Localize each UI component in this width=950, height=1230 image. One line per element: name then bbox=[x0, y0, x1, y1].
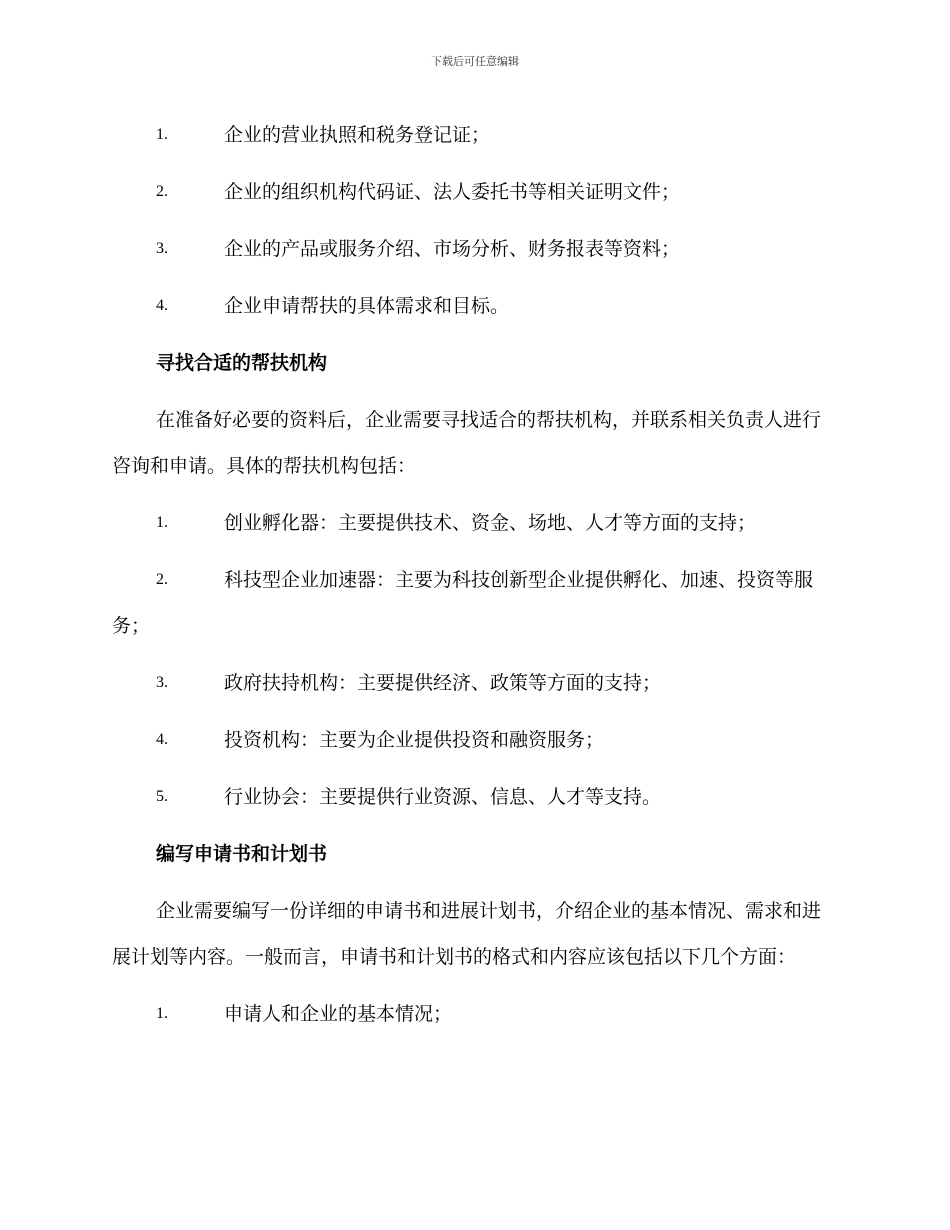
section-heading: 寻找合适的帮扶机构 bbox=[156, 352, 328, 374]
list-item bbox=[112, 283, 838, 329]
page-header: 下载后可任意编辑 bbox=[431, 55, 519, 68]
list-number: 1. bbox=[156, 126, 168, 143]
list-item bbox=[112, 112, 838, 158]
list-item bbox=[112, 991, 838, 1037]
list-text: 申请人和企业的基本情况； bbox=[224, 1003, 453, 1025]
list-number: 1. bbox=[156, 1005, 168, 1022]
body-paragraph: 企业需要编写一份详细的申请书和进展计划书，介绍企业的基本情况、需求和进展计划等内容。一般而言，申请书和计划书的格式和内容应该包括以下几个方面： bbox=[112, 900, 822, 968]
list-number: 2. bbox=[156, 183, 168, 200]
list-text: 行业协会：主要提供行业资源、信息、人才等支持。 bbox=[224, 786, 662, 808]
list-item bbox=[112, 226, 838, 272]
list-text: 企业的营业执照和税务登记证； bbox=[224, 124, 491, 146]
list-text: 企业的组织机构代码证、法人委托书等相关证明文件； bbox=[224, 181, 681, 203]
list-number: 4. bbox=[156, 731, 168, 748]
list-number: 4. bbox=[156, 297, 168, 314]
list-item bbox=[112, 557, 838, 649]
list-number: 3. bbox=[156, 674, 168, 691]
section-heading: 编写申请书和计划书 bbox=[156, 843, 328, 865]
list-number: 2. bbox=[156, 571, 168, 588]
list-text: 科技型企业加速器：主要为科技创新型企业提供孵化、加速、投资等服务； bbox=[112, 569, 814, 637]
list-item bbox=[112, 717, 838, 763]
list-number: 1. bbox=[156, 514, 168, 531]
list-text: 创业孵化器：主要提供技术、资金、场地、人才等方面的支持； bbox=[224, 512, 757, 534]
document-body bbox=[112, 112, 838, 1037]
list-item bbox=[112, 774, 838, 820]
list-item bbox=[112, 500, 838, 546]
list-text: 投资机构：主要为企业提供投资和融资服务； bbox=[224, 729, 605, 751]
list-text: 企业申请帮扶的具体需求和目标。 bbox=[224, 295, 510, 317]
body-paragraph: 在准备好必要的资料后，企业需要寻找适合的帮扶机构，并联系相关负责人进行咨询和申请。具体的帮扶机构包括： bbox=[112, 409, 822, 477]
list-text: 政府扶持机构：主要提供经济、政策等方面的支持； bbox=[224, 672, 662, 694]
list-number: 3. bbox=[156, 240, 168, 257]
list-item bbox=[112, 660, 838, 706]
list-number: 5. bbox=[156, 788, 168, 805]
list-text: 企业的产品或服务介绍、市场分析、财务报表等资料； bbox=[224, 238, 681, 260]
list-item bbox=[112, 169, 838, 215]
